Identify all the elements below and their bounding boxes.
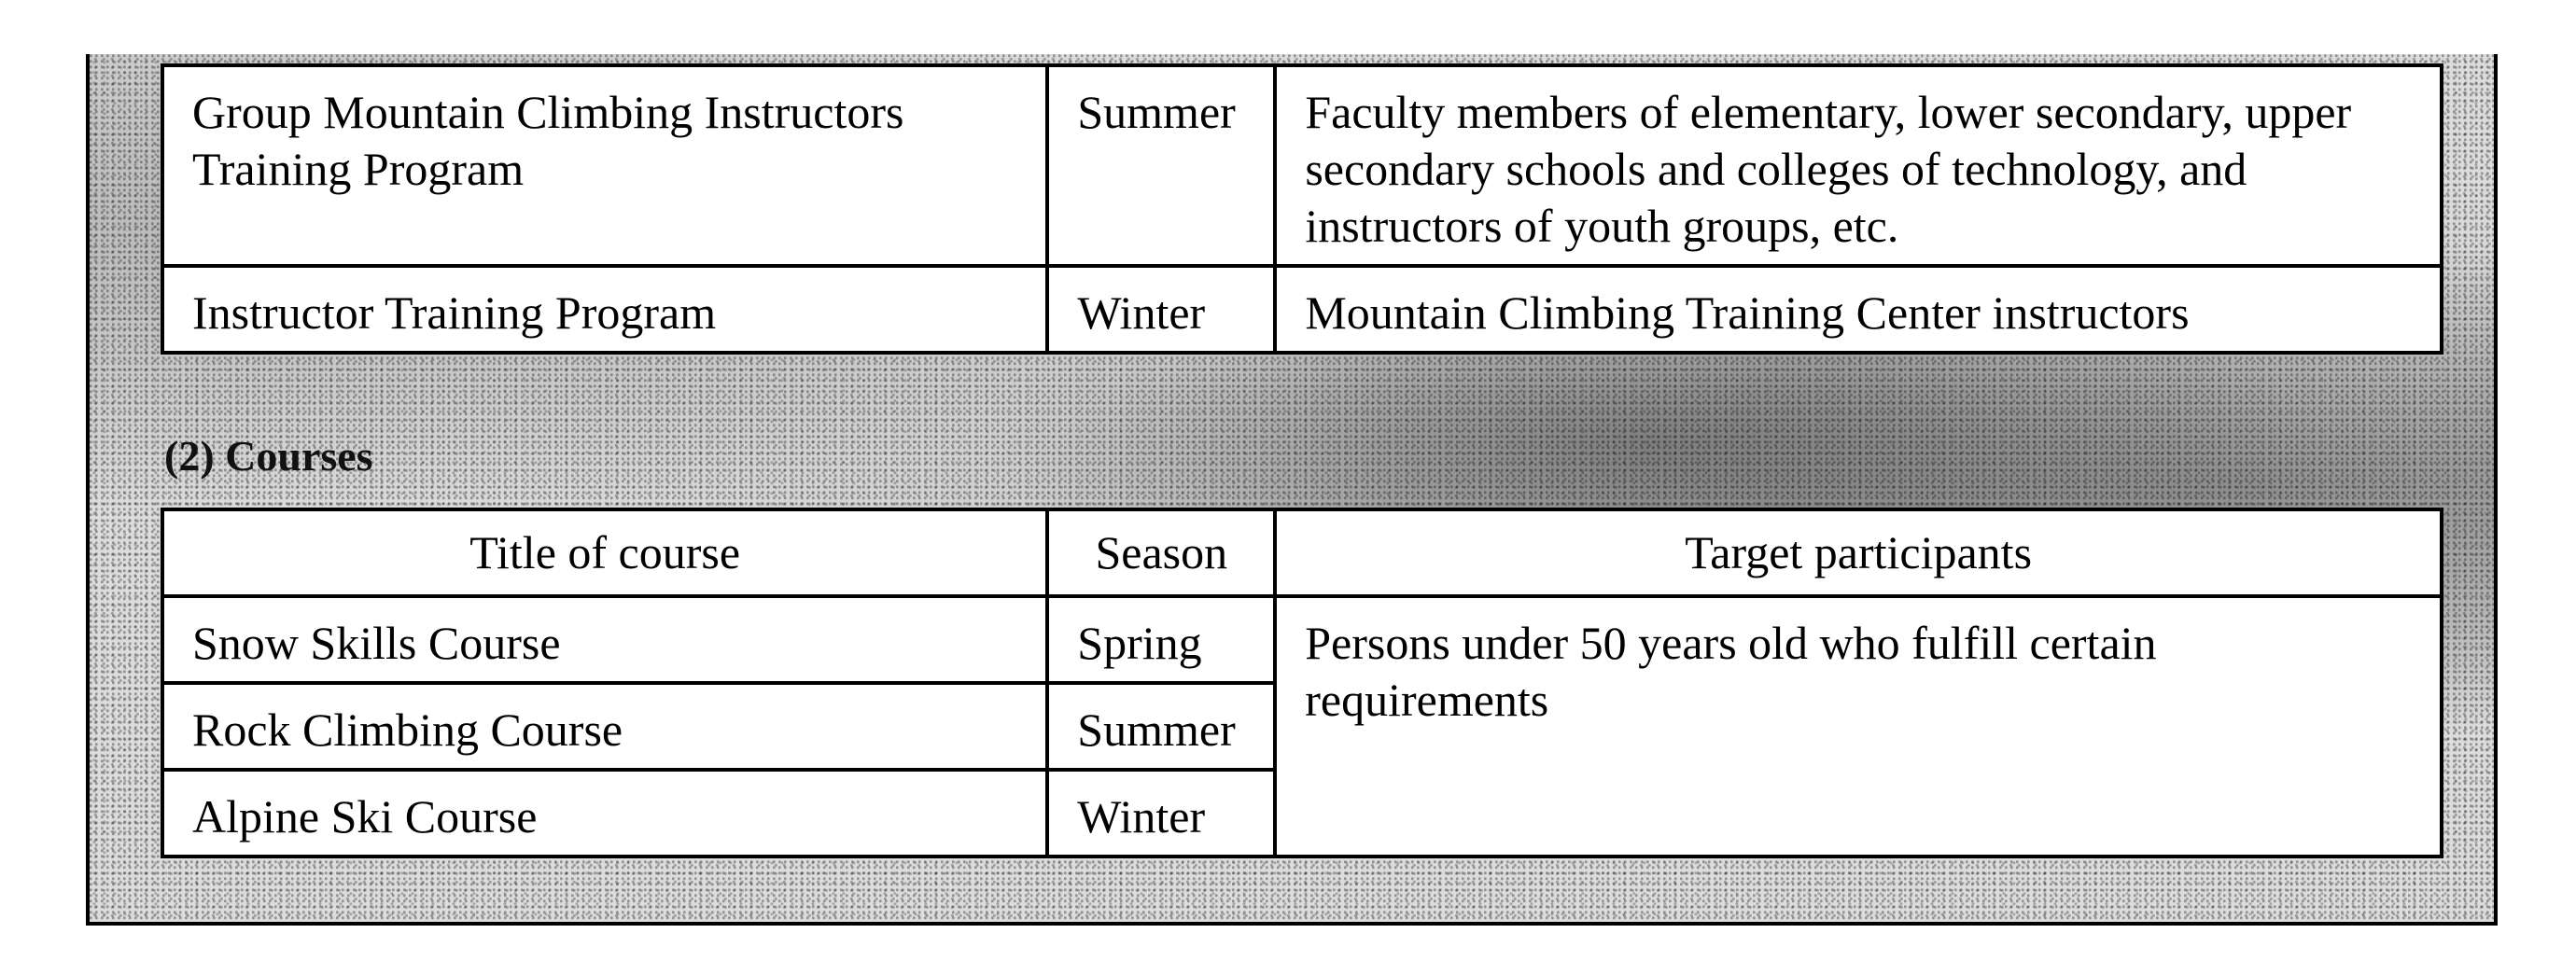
course-season-cell: Summer — [1047, 683, 1275, 770]
course-title-cell: Alpine Ski Course — [162, 770, 1047, 857]
courses-table — [161, 508, 2443, 858]
program-season-cell: Summer — [1047, 65, 1275, 266]
program-participants-cell: Mountain Climbing Training Center instructors — [1275, 266, 2442, 353]
course-season-cell: Spring — [1047, 596, 1275, 683]
course-title-cell: Rock Climbing Course — [162, 683, 1047, 770]
column-header-season: Season — [1047, 509, 1275, 596]
table-header-row — [162, 509, 2442, 596]
training-programs-table — [161, 63, 2443, 355]
column-header-participants: Target participants — [1275, 509, 2442, 596]
course-season-cell: Winter — [1047, 770, 1275, 857]
program-season-cell: Winter — [1047, 266, 1275, 353]
program-participants-cell: Faculty members of elementary, lower secondary, upper secondary schools and colleges of technology, and instructors of youth groups, etc. — [1275, 65, 2442, 266]
table-row — [162, 266, 2442, 353]
courses-section-heading: (2) Courses — [164, 432, 373, 480]
table-row — [162, 65, 2442, 266]
course-participants-cell: Persons under 50 years old who fulfill certain requirements — [1275, 596, 2442, 857]
program-title-cell: Group Mountain Climbing Instructors Training Program — [162, 65, 1047, 266]
column-header-title: Title of course — [162, 509, 1047, 596]
table-row — [162, 596, 2442, 683]
course-title-cell: Snow Skills Course — [162, 596, 1047, 683]
program-title-cell: Instructor Training Program — [162, 266, 1047, 353]
